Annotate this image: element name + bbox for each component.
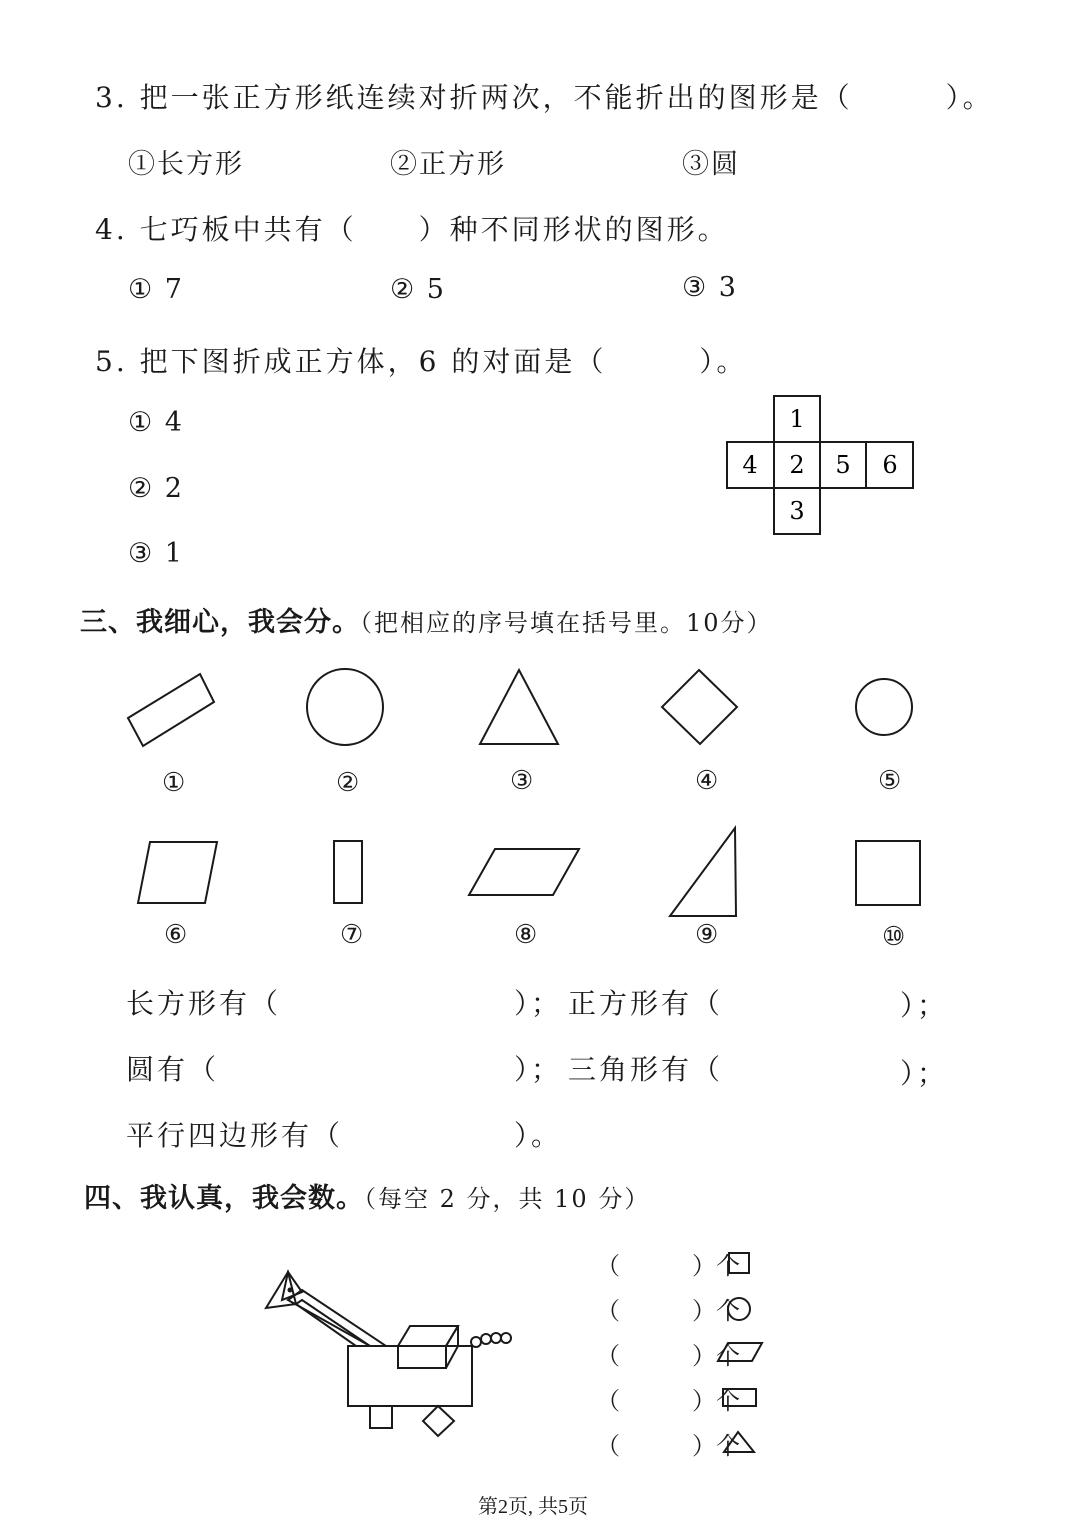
cube-face: 6: [882, 451, 898, 479]
shape-label-1: ①: [162, 768, 186, 798]
q5-option-1[interactable]: ① 4: [128, 407, 184, 438]
q4-option-1[interactable]: ① 7: [128, 274, 184, 305]
rectangle-icon: [722, 1388, 758, 1408]
circle-answer-close: ）；: [514, 1053, 563, 1086]
cube-face: 4: [742, 451, 758, 479]
q4-option-2[interactable]: ② 5: [390, 274, 446, 305]
shape-label-6: ⑥: [164, 920, 188, 950]
question-3: 3. 把一张正方形纸连续对折两次，不能折出的图形是（ ）。: [95, 81, 994, 114]
triangle-answer-close: ）；: [900, 1057, 949, 1090]
section-4-note: （每空 2 分，共 10 分）: [364, 1185, 651, 1213]
parallelogram-answer-close: ）。: [514, 1119, 563, 1152]
q3-option-3[interactable]: ③圆: [682, 149, 740, 180]
shape-label-3: ③: [510, 766, 534, 796]
section-4-title: 四、我认真，我会数。: [84, 1183, 364, 1214]
rectangle-answer-label: 长方形有（: [126, 987, 282, 1020]
rectangle-answer-close: ）；: [514, 987, 563, 1020]
q3-option-1[interactable]: ①长方形: [128, 149, 244, 180]
square-answer-close: ）；: [900, 989, 949, 1022]
page-number: 第2页, 共5页: [478, 1496, 588, 1518]
shape-label-8: ⑧: [514, 920, 538, 950]
shape-label-9: ⑨: [695, 920, 719, 950]
square-icon: [728, 1252, 750, 1274]
q5-option-2[interactable]: ② 2: [128, 473, 184, 504]
shape-label-2: ②: [336, 768, 360, 798]
square-answer-label: 正方形有（: [568, 987, 724, 1020]
question-5: 5. 把下图折成正方体，6 的对面是（ ）。: [95, 345, 748, 378]
parallelogram-icon: [716, 1341, 764, 1363]
section-3-note: （把相应的序号填在括号里。10分）: [360, 609, 773, 637]
triangle-answer-label: 三角形有（: [568, 1053, 724, 1086]
cube-face: 1: [789, 405, 805, 433]
triangle-icon: [722, 1430, 756, 1454]
shape-label-10: ⑩: [882, 922, 906, 952]
shape-label-5: ⑤: [878, 766, 902, 796]
circle-icon: [726, 1296, 752, 1322]
count-row-parallelogram: （ ）个: [596, 1342, 740, 1370]
circle-answer-label: 圆有（: [126, 1053, 220, 1086]
shape-label-7: ⑦: [340, 920, 364, 950]
cube-face: 5: [835, 451, 851, 479]
shape-label-4: ④: [695, 766, 719, 796]
section-3-title: 三、我细心，我会分。: [80, 607, 360, 638]
parallelogram-answer-label: 平行四边形有（: [126, 1119, 344, 1152]
q5-option-3[interactable]: ③ 1: [128, 538, 184, 569]
count-row-circle: （ ）个: [596, 1297, 740, 1325]
count-row-rectangle: （ ）个: [596, 1387, 740, 1415]
count-row-square: （ ）个: [596, 1252, 740, 1280]
q3-option-2[interactable]: ②正方形: [390, 149, 506, 180]
cube-face: 2: [789, 451, 805, 479]
question-4: 4. 七巧板中共有（ ）种不同形状的图形。: [95, 213, 729, 246]
count-row-triangle: （ ）个: [596, 1432, 740, 1460]
q4-option-3[interactable]: ③ 3: [682, 272, 738, 303]
cube-face: 3: [789, 497, 805, 525]
